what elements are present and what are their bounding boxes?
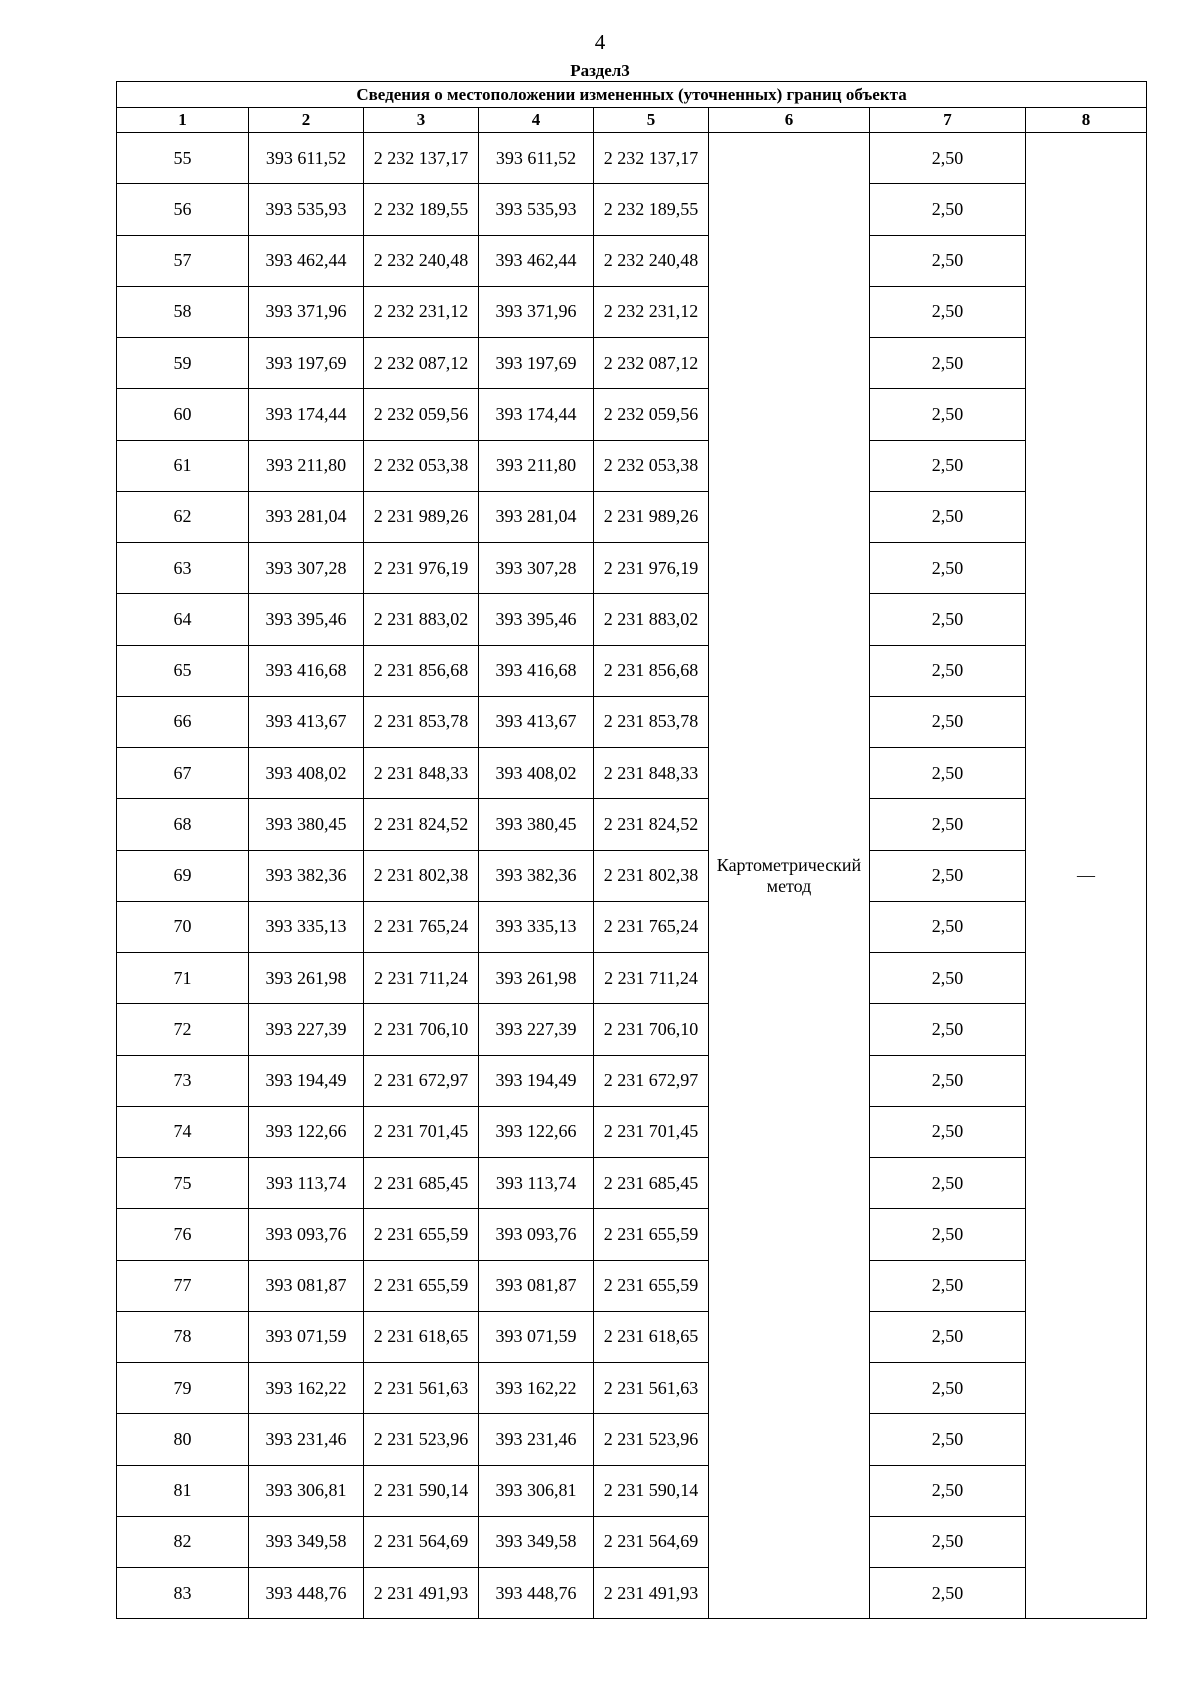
coord-x-cell: 393 416,68 [249,645,364,696]
new-coord-x-cell: 393 462,44 [479,235,594,286]
coord-y-cell: 2 231 711,24 [364,953,479,1004]
coord-x-cell: 393 306,81 [249,1465,364,1516]
accuracy-cell: 2,50 [870,1004,1026,1055]
column-number-3: 3 [364,108,479,133]
accuracy-cell: 2,50 [870,1516,1026,1567]
accuracy-cell: 2,50 [870,594,1026,645]
new-coord-x-cell: 393 535,93 [479,184,594,235]
point-number-cell: 77 [117,1260,249,1311]
column-number-6: 6 [709,108,870,133]
accuracy-cell: 2,50 [870,1568,1026,1619]
coord-y-cell: 2 231 883,02 [364,594,479,645]
point-number-cell: 56 [117,184,249,235]
new-coord-y-cell: 2 231 672,97 [594,1055,709,1106]
new-coord-x-cell: 393 335,13 [479,901,594,952]
coord-x-cell: 393 211,80 [249,440,364,491]
coord-x-cell: 393 281,04 [249,491,364,542]
new-coord-x-cell: 393 307,28 [479,543,594,594]
coord-x-cell: 393 174,44 [249,389,364,440]
column-number-8: 8 [1026,108,1147,133]
table-row [117,953,1147,1004]
accuracy-cell: 2,50 [870,184,1026,235]
coord-y-cell: 2 231 672,97 [364,1055,479,1106]
column-number-4: 4 [479,108,594,133]
coord-x-cell: 393 408,02 [249,748,364,799]
accuracy-cell: 2,50 [870,645,1026,696]
table-row [117,594,1147,645]
coord-x-cell: 393 380,45 [249,799,364,850]
table-row [117,748,1147,799]
new-coord-y-cell: 2 232 189,55 [594,184,709,235]
table-row [117,1516,1147,1567]
column-number-row [117,108,1147,133]
table-row [117,1055,1147,1106]
table-row [117,338,1147,389]
table-row [117,1465,1147,1516]
point-number-cell: 65 [117,645,249,696]
new-coord-x-cell: 393 382,36 [479,850,594,901]
new-coord-y-cell: 2 231 655,59 [594,1260,709,1311]
point-number-cell: 62 [117,491,249,542]
point-number-cell: 81 [117,1465,249,1516]
coord-x-cell: 393 231,46 [249,1414,364,1465]
new-coord-x-cell: 393 093,76 [479,1209,594,1260]
accuracy-cell: 2,50 [870,901,1026,952]
table-row [117,850,1147,901]
new-coord-x-cell: 393 371,96 [479,286,594,337]
column-number-2: 2 [249,108,364,133]
new-coord-x-cell: 393 211,80 [479,440,594,491]
point-number-cell: 64 [117,594,249,645]
method-cell: Картометрический метод [709,133,870,1619]
new-coord-y-cell: 2 231 848,33 [594,748,709,799]
point-number-cell: 57 [117,235,249,286]
coord-y-cell: 2 231 561,63 [364,1363,479,1414]
table-row [117,235,1147,286]
table-row [117,491,1147,542]
new-coord-y-cell: 2 231 701,45 [594,1106,709,1157]
column-number-1: 1 [117,108,249,133]
table-row [117,1311,1147,1362]
coord-y-cell: 2 231 848,33 [364,748,479,799]
coord-y-cell: 2 231 853,78 [364,696,479,747]
table-row [117,286,1147,337]
coord-y-cell: 2 231 706,10 [364,1004,479,1055]
table-row [117,645,1147,696]
accuracy-cell: 2,50 [870,286,1026,337]
coord-y-cell: 2 231 824,52 [364,799,479,850]
new-coord-x-cell: 393 611,52 [479,133,594,184]
new-coord-x-cell: 393 261,98 [479,953,594,1004]
table-row [117,1106,1147,1157]
new-coord-y-cell: 2 231 618,65 [594,1311,709,1362]
point-number-cell: 76 [117,1209,249,1260]
new-coord-y-cell: 2 231 802,38 [594,850,709,901]
accuracy-cell: 2,50 [870,1260,1026,1311]
new-coord-x-cell: 393 306,81 [479,1465,594,1516]
new-coord-y-cell: 2 232 087,12 [594,338,709,389]
accuracy-cell: 2,50 [870,1465,1026,1516]
coord-y-cell: 2 231 523,96 [364,1414,479,1465]
new-coord-y-cell: 2 231 976,19 [594,543,709,594]
coord-y-cell: 2 232 053,38 [364,440,479,491]
new-coord-x-cell: 393 081,87 [479,1260,594,1311]
new-coord-x-cell: 393 413,67 [479,696,594,747]
new-coord-y-cell: 2 232 240,48 [594,235,709,286]
accuracy-cell: 2,50 [870,1158,1026,1209]
coord-y-cell: 2 232 087,12 [364,338,479,389]
accuracy-cell: 2,50 [870,1055,1026,1106]
accuracy-cell: 2,50 [870,440,1026,491]
column-number-7: 7 [870,108,1026,133]
coord-x-cell: 393 611,52 [249,133,364,184]
new-coord-y-cell: 2 231 765,24 [594,901,709,952]
point-number-cell: 71 [117,953,249,1004]
coord-x-cell: 393 227,39 [249,1004,364,1055]
column-8-cell: — [1026,133,1147,1619]
point-number-cell: 58 [117,286,249,337]
new-coord-y-cell: 2 232 137,17 [594,133,709,184]
point-number-cell: 72 [117,1004,249,1055]
table-caption: Сведения о местоположении измененных (уточненных) границ объекта [117,82,1147,108]
coord-x-cell: 393 335,13 [249,901,364,952]
coord-y-cell: 2 231 765,24 [364,901,479,952]
new-coord-y-cell: 2 231 590,14 [594,1465,709,1516]
new-coord-y-cell: 2 231 655,59 [594,1209,709,1260]
table-row [117,543,1147,594]
new-coord-x-cell: 393 380,45 [479,799,594,850]
point-number-cell: 55 [117,133,249,184]
table-row [117,1568,1147,1619]
new-coord-y-cell: 2 231 883,02 [594,594,709,645]
coord-y-cell: 2 231 856,68 [364,645,479,696]
coord-x-cell: 393 197,69 [249,338,364,389]
coord-y-cell: 2 231 701,45 [364,1106,479,1157]
coord-x-cell: 393 371,96 [249,286,364,337]
coord-x-cell: 393 462,44 [249,235,364,286]
new-coord-y-cell: 2 231 564,69 [594,1516,709,1567]
point-number-cell: 67 [117,748,249,799]
coord-y-cell: 2 232 137,17 [364,133,479,184]
table-row [117,1004,1147,1055]
table-row [117,389,1147,440]
new-coord-x-cell: 393 416,68 [479,645,594,696]
coord-x-cell: 393 307,28 [249,543,364,594]
accuracy-cell: 2,50 [870,1363,1026,1414]
table-row [117,696,1147,747]
point-number-cell: 70 [117,901,249,952]
point-number-cell: 60 [117,389,249,440]
accuracy-cell: 2,50 [870,1106,1026,1157]
coord-y-cell: 2 231 655,59 [364,1209,479,1260]
point-number-cell: 79 [117,1363,249,1414]
coord-y-cell: 2 232 059,56 [364,389,479,440]
accuracy-cell: 2,50 [870,748,1026,799]
new-coord-y-cell: 2 232 231,12 [594,286,709,337]
point-number-cell: 75 [117,1158,249,1209]
new-coord-y-cell: 2 232 053,38 [594,440,709,491]
coord-y-cell: 2 232 240,48 [364,235,479,286]
new-coord-x-cell: 393 349,58 [479,1516,594,1567]
coord-x-cell: 393 071,59 [249,1311,364,1362]
table-row [117,901,1147,952]
accuracy-cell: 2,50 [870,133,1026,184]
new-coord-y-cell: 2 231 989,26 [594,491,709,542]
new-coord-y-cell: 2 231 824,52 [594,799,709,850]
table-row [117,184,1147,235]
point-number-cell: 68 [117,799,249,850]
point-number-cell: 73 [117,1055,249,1106]
new-coord-x-cell: 393 408,02 [479,748,594,799]
coord-y-cell: 2 231 802,38 [364,850,479,901]
new-coord-y-cell: 2 231 523,96 [594,1414,709,1465]
point-number-cell: 59 [117,338,249,389]
new-coord-x-cell: 393 071,59 [479,1311,594,1362]
new-coord-x-cell: 393 281,04 [479,491,594,542]
new-coord-x-cell: 393 395,46 [479,594,594,645]
coord-x-cell: 393 122,66 [249,1106,364,1157]
point-number-cell: 74 [117,1106,249,1157]
accuracy-cell: 2,50 [870,235,1026,286]
accuracy-cell: 2,50 [870,1414,1026,1465]
accuracy-cell: 2,50 [870,491,1026,542]
coord-x-cell: 393 113,74 [249,1158,364,1209]
coord-y-cell: 2 231 564,69 [364,1516,479,1567]
coord-x-cell: 393 349,58 [249,1516,364,1567]
coord-y-cell: 2 231 685,45 [364,1158,479,1209]
accuracy-cell: 2,50 [870,338,1026,389]
new-coord-x-cell: 393 174,44 [479,389,594,440]
new-coord-y-cell: 2 232 059,56 [594,389,709,440]
new-coord-x-cell: 393 231,46 [479,1414,594,1465]
point-number-cell: 69 [117,850,249,901]
coord-x-cell: 393 194,49 [249,1055,364,1106]
new-coord-y-cell: 2 231 491,93 [594,1568,709,1619]
new-coord-x-cell: 393 113,74 [479,1158,594,1209]
new-coord-y-cell: 2 231 853,78 [594,696,709,747]
accuracy-cell: 2,50 [870,799,1026,850]
table-row [117,1260,1147,1311]
coord-x-cell: 393 413,67 [249,696,364,747]
new-coord-y-cell: 2 231 706,10 [594,1004,709,1055]
new-coord-x-cell: 393 122,66 [479,1106,594,1157]
accuracy-cell: 2,50 [870,543,1026,594]
accuracy-cell: 2,50 [870,696,1026,747]
coord-y-cell: 2 232 231,12 [364,286,479,337]
section-title: Раздел3 [570,61,630,80]
table-row [117,1158,1147,1209]
new-coord-y-cell: 2 231 561,63 [594,1363,709,1414]
table-row [117,1414,1147,1465]
point-number-cell: 83 [117,1568,249,1619]
coord-y-cell: 2 232 189,55 [364,184,479,235]
accuracy-cell: 2,50 [870,850,1026,901]
coord-y-cell: 2 231 989,26 [364,491,479,542]
table-row [117,799,1147,850]
table-row [117,133,1147,184]
coord-x-cell: 393 535,93 [249,184,364,235]
new-coord-x-cell: 393 448,76 [479,1568,594,1619]
coord-x-cell: 393 261,98 [249,953,364,1004]
new-coord-y-cell: 2 231 711,24 [594,953,709,1004]
table-row [117,440,1147,491]
coord-y-cell: 2 231 590,14 [364,1465,479,1516]
coord-x-cell: 393 448,76 [249,1568,364,1619]
coord-y-cell: 2 231 491,93 [364,1568,479,1619]
boundary-coordinates-table [116,81,1147,1619]
coord-y-cell: 2 231 618,65 [364,1311,479,1362]
table-body [117,133,1147,1619]
accuracy-cell: 2,50 [870,953,1026,1004]
new-coord-y-cell: 2 231 856,68 [594,645,709,696]
coord-x-cell: 393 395,46 [249,594,364,645]
new-coord-y-cell: 2 231 685,45 [594,1158,709,1209]
point-number-cell: 63 [117,543,249,594]
new-coord-x-cell: 393 162,22 [479,1363,594,1414]
table-row [117,1209,1147,1260]
point-number-cell: 61 [117,440,249,491]
coord-x-cell: 393 093,76 [249,1209,364,1260]
new-coord-x-cell: 393 227,39 [479,1004,594,1055]
accuracy-cell: 2,50 [870,389,1026,440]
point-number-cell: 66 [117,696,249,747]
point-number-cell: 80 [117,1414,249,1465]
coord-x-cell: 393 382,36 [249,850,364,901]
new-coord-x-cell: 393 197,69 [479,338,594,389]
table-row [117,1363,1147,1414]
column-number-5: 5 [594,108,709,133]
point-number-cell: 78 [117,1311,249,1362]
accuracy-cell: 2,50 [870,1311,1026,1362]
coord-y-cell: 2 231 976,19 [364,543,479,594]
coord-x-cell: 393 081,87 [249,1260,364,1311]
new-coord-x-cell: 393 194,49 [479,1055,594,1106]
point-number-cell: 82 [117,1516,249,1567]
accuracy-cell: 2,50 [870,1209,1026,1260]
coord-x-cell: 393 162,22 [249,1363,364,1414]
page-number: 4 [594,30,606,54]
coord-y-cell: 2 231 655,59 [364,1260,479,1311]
